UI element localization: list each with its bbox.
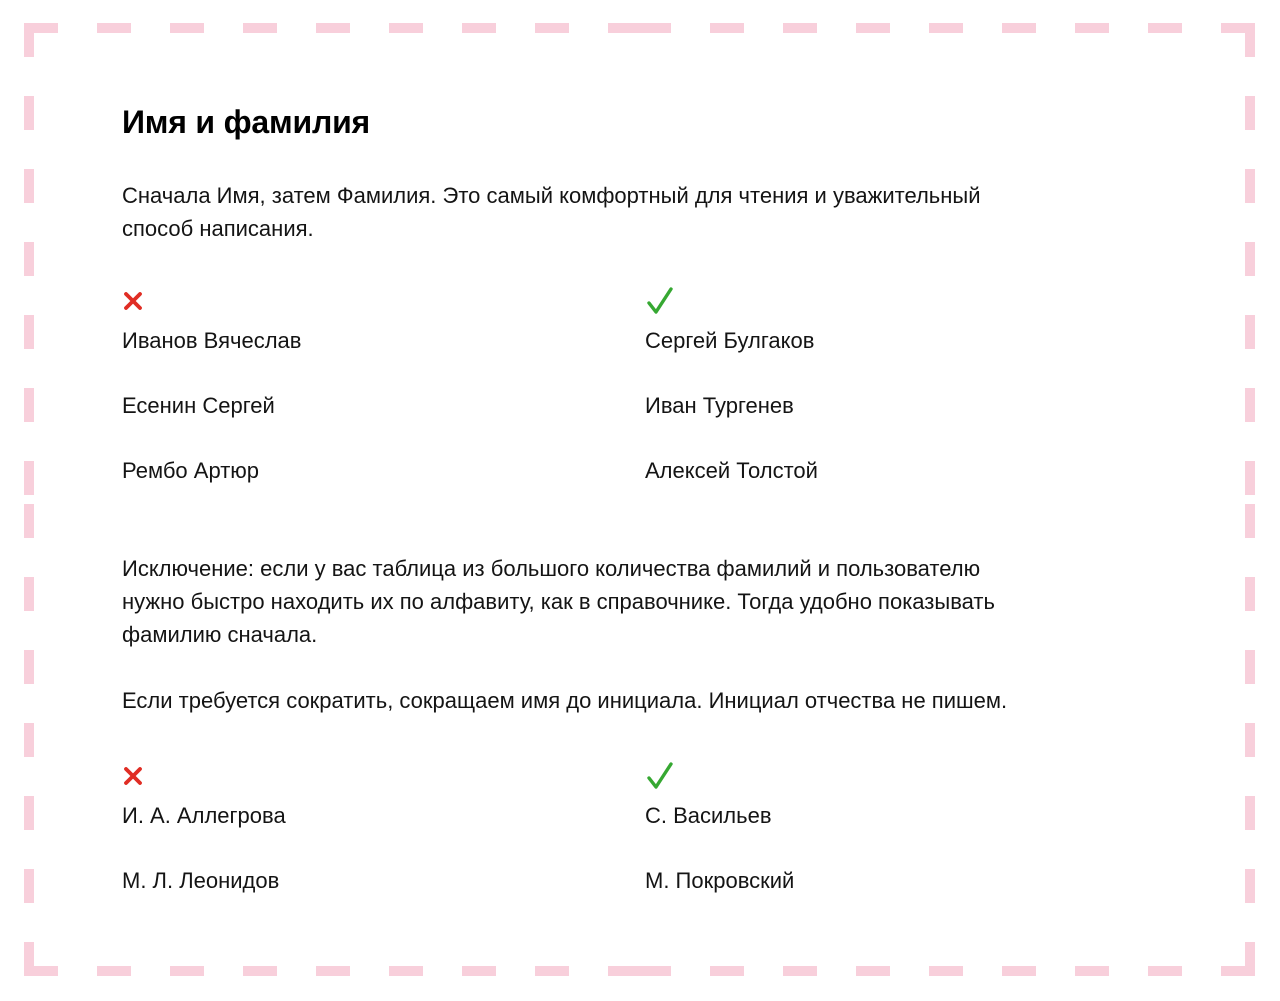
good-name-item: Алексей Толстой	[645, 458, 818, 483]
good-marker-row	[645, 760, 1162, 792]
exception-paragraph	[122, 552, 1162, 651]
bad-name-item: Рембо Артюр	[122, 458, 260, 483]
good-examples-column	[645, 760, 1162, 897]
bad-name-item: М. Л. Леонидов	[122, 868, 280, 893]
article-content	[122, 0, 1162, 897]
exception-line: Исключение: если у вас таблица из большого количества фамилий и пользователю	[122, 556, 981, 581]
exception-line: фамилию сначала.	[122, 622, 318, 647]
bad-name-item: И. А. Аллегрова	[122, 803, 286, 828]
intro-paragraph	[122, 179, 1162, 245]
bad-marker-row	[122, 285, 645, 317]
good-name-item: Сергей Булгаков	[645, 328, 815, 353]
good-marker-row	[645, 285, 1162, 317]
initials-paragraph	[122, 684, 1162, 717]
bad-name-item: Есенин Сергей	[122, 393, 275, 418]
dashed-border-bottom	[24, 966, 1255, 976]
bad-marker-row	[122, 760, 645, 792]
cross-icon	[122, 765, 144, 787]
bad-examples-column	[122, 285, 645, 487]
bad-name-item: Иванов Вячеслав	[122, 328, 302, 353]
example-section-initials	[122, 760, 1162, 897]
good-name-item: М. Покровский	[645, 868, 795, 893]
dashed-border-right	[1245, 23, 1255, 976]
intro-line: Сначала Имя, затем Фамилия. Это самый комфортный для чтения и уважительный	[122, 183, 981, 208]
good-examples-column	[645, 285, 1162, 487]
initials-line: Если требуется сократить, сокращаем имя до инициала. Инициал отчества не пишем.	[122, 688, 1008, 713]
good-name-item: Иван Тургенев	[645, 393, 794, 418]
intro-line: способ написания.	[122, 216, 314, 241]
example-section-names	[122, 285, 1162, 487]
bad-examples-column	[122, 760, 645, 897]
check-icon	[645, 285, 675, 317]
page-title: Имя и фамилия	[122, 104, 371, 140]
check-icon	[645, 760, 675, 792]
dashed-border-left	[24, 23, 34, 976]
good-name-item: С. Васильев	[645, 803, 772, 828]
exception-line: нужно быстро находить их по алфавиту, как в справочнике. Тогда удобно показывать	[122, 589, 995, 614]
cross-icon	[122, 290, 144, 312]
